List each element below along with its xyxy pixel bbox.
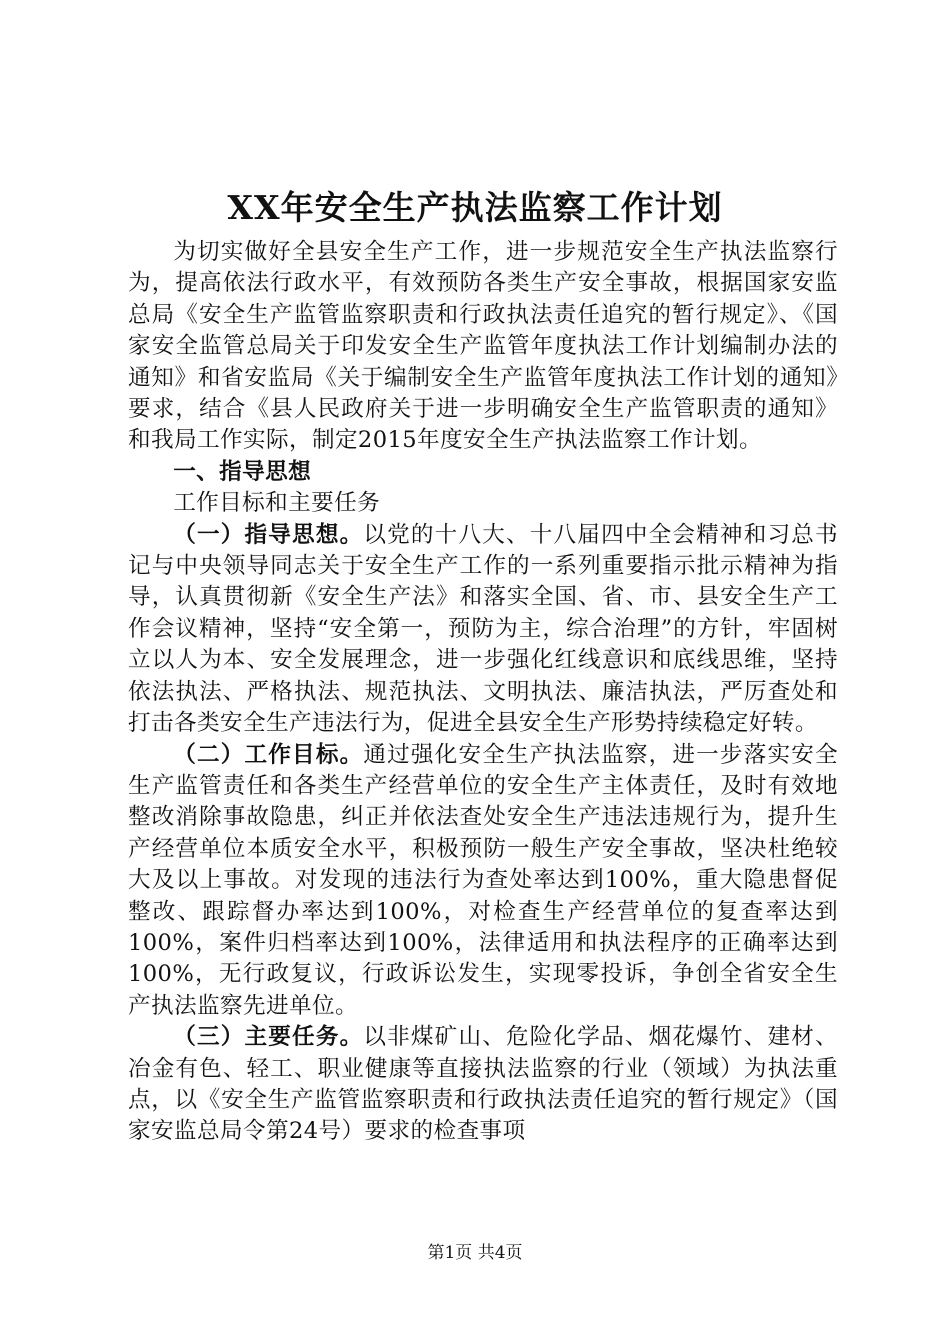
item-main-tasks	[128, 1022, 838, 1148]
item-lead: （三）主要任务。	[173, 1024, 364, 1051]
section-subheading: 工作目标和主要任务	[173, 490, 381, 517]
item-text: 以党的十八大、十八届四中全会精神和习总书记与中央领导同志关于安全生产工作的一系列重要指示批示精神为指导，认真贯彻新《安全生产法》和落实全国、省、市、县安全生产工作会议精神，坚持“安全第一，预防为主，综合治理”的方针，牢固树立以人为本、安全发展理念，进一步强化红线意识和底线思维，坚持依法执法、严格执法、规范执法、文明执法、廉洁执法，严厉查处和打击各类安全生产违法行为，促进全县安全生产形势持续稳定好转。	[128, 521, 839, 737]
item-lead: （二）工作目标。	[173, 741, 364, 768]
page-number: 第1页 共4页	[427, 1243, 523, 1263]
item-guiding-thought	[128, 520, 838, 740]
intro-paragraph: 为切实做好全县安全生产工作，进一步规范安全生产执法监察行为，提高依法行政水平，有效预防各类生产安全事故，根据国家安监总局《安全生产监管监察职责和行政执法责任追究的暂行规定》、《国家安全监管总局关于印发安全生产监管年度执法工作计划编制办法的通知》和省安监局《关于编制安全生产监管年度执法工作计划的通知》要求，结合《县人民政府关于进一步明确安全生产监管职责的通知》和我局工作实际，制定2015年度安全生产执法监察工作计划。	[128, 239, 838, 454]
document-body	[128, 237, 838, 1148]
item-lead: （一）指导思想。	[173, 521, 364, 548]
document-title: XX年安全生产执法监察工作计划	[227, 188, 723, 227]
item-work-goals	[128, 740, 838, 1023]
item-text: 通过强化安全生产执法监察，进一步落实安全生产监管责任和各类生产经营单位的安全生产主体责任，及时有效地整改消除事故隐患，纠正并依法查处安全生产违法违规行为，提升生产经营单位本质安全水平，积极预防一般生产安全事故，坚决杜绝较大及以上事故。对发现的违法行为查处率达到100%，重大隐患督促整改、跟踪督办率达到100%，对检查生产经营单位的复查率达到100%，案件归档率达到100%，法律适用和执法程序的正确率达到100%，无行政复议，行政诉讼发生，实现零投诉，争创全省安全生产执法监察先进单位。	[128, 741, 839, 1019]
section-heading: 一、指导思想	[173, 458, 312, 485]
item-text: 以非煤矿山、危险化学品、烟花爆竹、建材、冶金有色、轻工、职业健康等直接执法监察的行业（领域）为执法重点，以《安全生产监管监察职责和行政执法责任追究的暂行规定》（国家安监总局令第24号）要求的检查事项	[128, 1024, 839, 1145]
